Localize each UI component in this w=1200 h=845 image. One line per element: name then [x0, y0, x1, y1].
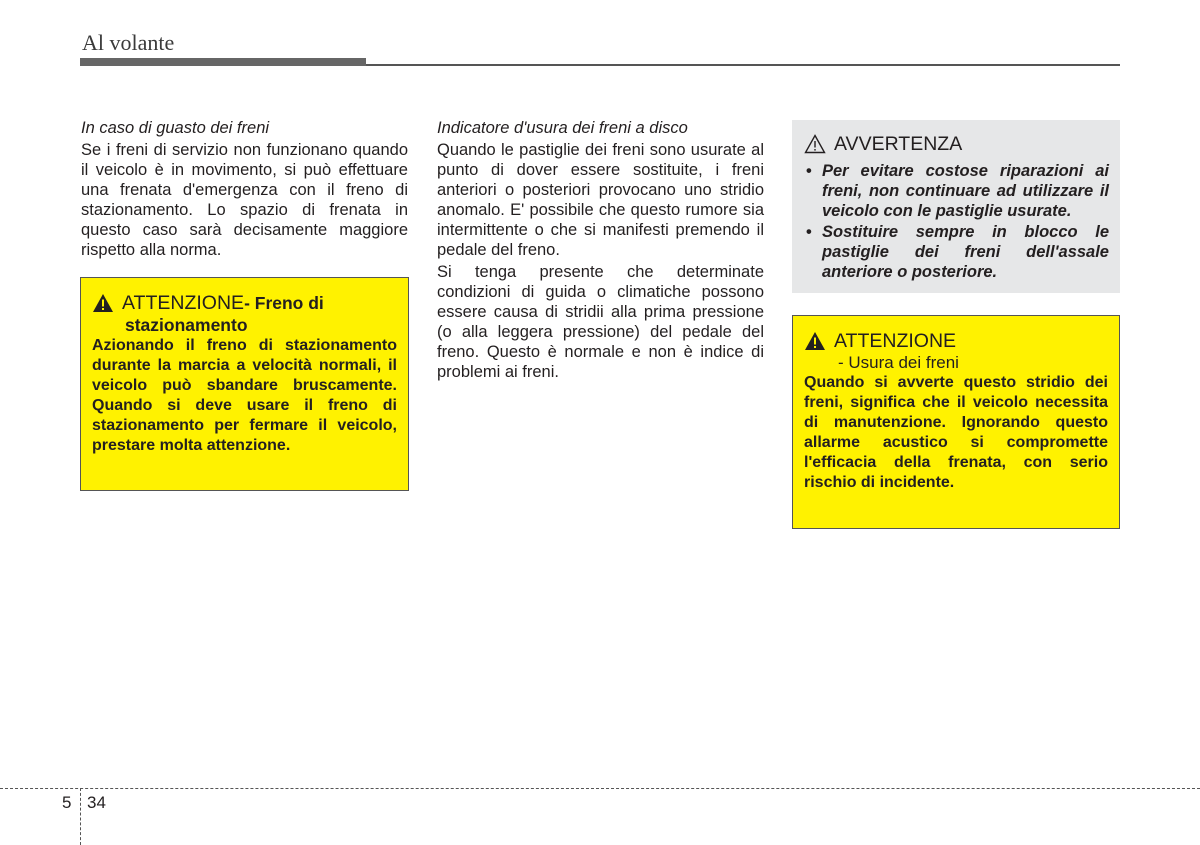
warning-box	[792, 120, 1120, 293]
column-left	[81, 118, 408, 260]
page-number: 34	[87, 793, 106, 812]
chapter-number: 5	[62, 793, 72, 812]
section-subhead-brake-failure: In caso di guasto dei freni	[81, 119, 270, 137]
bullet-glyph: •	[806, 223, 812, 241]
warning-list	[804, 161, 1109, 282]
footer-dashed-rule	[0, 788, 1200, 789]
warning-title: AVVERTENZA	[834, 133, 963, 155]
caution-subtitle-inline: - Freno di	[244, 292, 324, 313]
caution-title: ATTENZIONE	[122, 292, 245, 314]
paragraph-wear-indicator-2: Si tenga presente che determinate condizioni di guida o climatiche possono essere causa di stridii alla prima pressione (o alla leggera pressione) del pedale del freno. Questo è normale e non è indice di problemi ai freni.	[437, 263, 764, 381]
warning-triangle-outline-icon	[804, 134, 826, 154]
warning-triangle-icon	[92, 293, 114, 313]
caution-title-row	[804, 330, 1108, 352]
bullet-glyph: •	[806, 162, 812, 180]
column-middle	[437, 118, 764, 382]
caution-title-row	[92, 292, 397, 314]
caution-body: Azionando il freno di stazionamento durante la marcia a velocità normali, il veicolo può sbandare bruscamente. Quando si deve usare il freno di stazionamento per fermare il veicolo, prestare molta attenzione.	[92, 337, 397, 454]
paragraph-wear-indicator-1: Quando le pastiglie dei freni sono usurate al punto di dover essere sostituite, i freni anteriori o posteriori provocano uno stridio anomalo. E' possibile che questo rumore sia intermittente o che si manifesti premendo il pedale del freno.	[437, 141, 764, 259]
caution-subtitle: stazionamento	[125, 315, 248, 335]
caution-subtitle: - Usura dei freni	[838, 353, 959, 372]
caution-body: Quando si avverte questo stridio dei freni, significa che il veicolo necessita di manutenzione. Ignorando questo allarme acustico si compromette l'efficacia della frenata, con serio rischio di incidente.	[804, 374, 1108, 491]
warning-item: • Sostituire sempre in blocco le pastiglie dei freni dell'assale anteriore o posteriore.	[806, 223, 1109, 281]
section-subhead-wear-indicator: Indicatore d'usura dei freni a disco	[437, 119, 688, 137]
header-rule-thin	[366, 64, 1120, 66]
paragraph-brake-failure: Se i freni di servizio non funzionano quando il veicolo è in movimento, si può effettuare una frenata d'emergenza con il freno di stazionamento. Lo spazio di frenata in questo caso sarà decisamente maggiore rispetto alla norma.	[81, 141, 408, 259]
caution-box-parking-brake	[80, 277, 409, 491]
warning-title-row	[804, 133, 1109, 155]
caution-title: ATTENZIONE	[834, 330, 957, 352]
page-header-title: Al volante	[82, 30, 175, 55]
caution-box-brake-wear	[792, 315, 1120, 529]
footer-dashed-divider	[80, 788, 81, 845]
warning-triangle-icon	[804, 331, 826, 351]
warning-item: • Per evitare costose riparazioni ai freni, non continuare ad utilizzare il veicolo con le pastiglie usurate.	[806, 162, 1109, 220]
header-rule-thick	[80, 58, 366, 66]
